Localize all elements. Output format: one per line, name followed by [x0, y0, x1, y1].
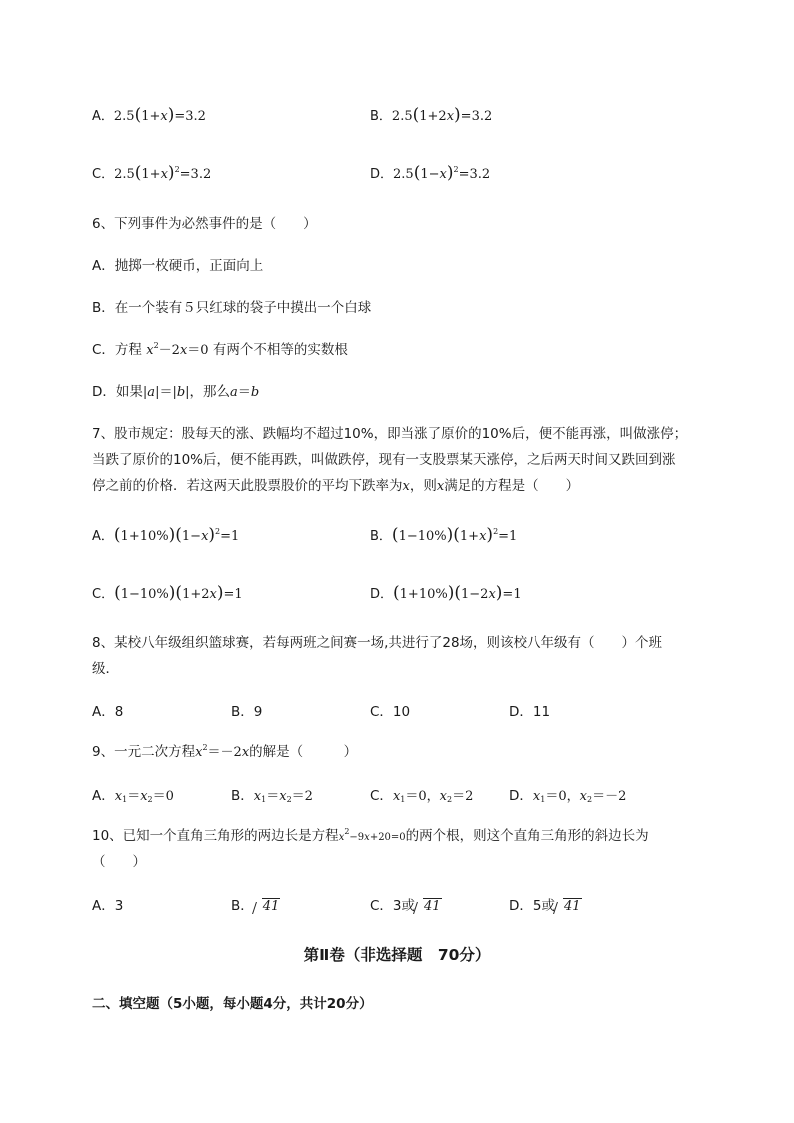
- q7-line-3-b: ，则: [409, 478, 437, 494]
- option-d-mid: ，那么: [189, 384, 231, 400]
- q10-option-c: [370, 900, 442, 914]
- q7-option-c: [92, 583, 243, 603]
- option-expr: $(1-10\%)(1+x)^2=1$: [391, 525, 518, 545]
- option-d-prefix: D．如果: [92, 384, 143, 400]
- q6-option-d: [92, 386, 259, 400]
- q9-stem-a: 9、一元二次方程: [92, 744, 196, 760]
- q10-line-1-a: 10、已知一个直角三角形的两边长是方程: [92, 828, 339, 844]
- option-label: D．: [370, 587, 394, 602]
- option-expr: $2.5(1-x)^2=3.2$: [393, 163, 491, 183]
- part-2-title: 第Ⅱ卷（非选择题 70分）: [303, 946, 491, 964]
- option-expr: $(1+10\%)(1-x)^2=1$: [113, 525, 240, 545]
- q7-option-d: [370, 583, 522, 603]
- q10-option-b: [231, 900, 280, 914]
- option-label: C．: [92, 587, 115, 602]
- variable-x: x: [402, 479, 410, 494]
- q6-option-c: [92, 341, 348, 358]
- option-label: B．: [231, 898, 254, 914]
- q10-option-d: [509, 900, 582, 914]
- option-label: A．: [92, 529, 114, 544]
- option-label: C．: [370, 788, 393, 804]
- option-label: D．5或: [509, 898, 555, 914]
- q7-option-a: [92, 525, 240, 545]
- q8-line-1: 8、某校八年级组织篮球赛，若每两班之间赛一场,共进行了28场，则该校八年级有（ ）个班: [92, 635, 663, 651]
- q8-line-2: 级．: [92, 661, 119, 677]
- q7-line-2: 当跌了原价的10%后，便不能再跌，叫做跌停，现有一支股票某天涨停，之后两天时间又跌回到涨: [92, 452, 676, 468]
- equation: $x^2-2x=0$: [146, 341, 209, 358]
- q8-option-d: D．11: [509, 704, 551, 720]
- q10-option-a: A．3: [92, 898, 124, 914]
- q9-option-c: [370, 790, 473, 804]
- q7-option-b: [370, 525, 518, 545]
- variable-x: x: [436, 479, 445, 494]
- fill-in-section-heading: 二、填空题（5小题，每小题4分，共计20分）: [92, 996, 373, 1012]
- option-expr: $x_1=0$，$x_2=-2$: [532, 789, 627, 804]
- option-label: D．: [509, 788, 533, 804]
- option-expr: $x_1=0$，$x_2=2$: [392, 789, 474, 804]
- sqrt-expr: 41: [555, 900, 582, 913]
- option-c-suffix: 有两个不相等的实数根: [212, 342, 348, 358]
- option-expr: (1+10%)(1−2x)=1: [393, 583, 522, 603]
- q5-option-a: [92, 105, 206, 125]
- q7-line-3: [92, 480, 579, 494]
- option-c-prefix: C．方程: [92, 342, 142, 358]
- equation: $x^2-9x+20=0$: [338, 827, 406, 843]
- q10-line-1-b: 的两个根，则这个直角三角形的斜边长为: [405, 828, 649, 844]
- q9-option-a: [92, 790, 174, 804]
- option-label: B．: [231, 788, 254, 804]
- option-expr: $x_1=x_2=2$: [253, 789, 313, 804]
- q7-line-1: 7、股市规定：股每天的涨、跌幅均不超过10%，即当涨了原价的10%后，便不能再涨，叫做涨停；: [92, 426, 688, 442]
- q5-option-b: [370, 105, 493, 125]
- option-label: A．: [92, 109, 114, 124]
- q7-line-3-a: 停之前的价格．若这两天此股票股价的平均下跌率为: [92, 478, 403, 494]
- sqrt-expr: 41: [254, 900, 281, 913]
- sqrt-expr: 41: [415, 900, 442, 913]
- q6-option-b: B．在一个装有５只红球的袋子中摸出一个白球: [92, 300, 372, 316]
- option-expr: 2.5(1+2x)=3.2: [391, 105, 493, 125]
- q5-option-c: [92, 163, 212, 183]
- option-label: B．: [370, 109, 392, 124]
- option-label: C．3或: [370, 898, 416, 914]
- q9-option-d: [509, 790, 626, 804]
- q9-stem-b: 的解是（ ）: [249, 744, 358, 760]
- option-expr: $2.5(1+x)^2=3.2$: [114, 163, 212, 183]
- q8-option-a: A．8: [92, 704, 124, 720]
- q9-stem: [92, 743, 358, 760]
- option-expr: (1−10%)(1+2x)=1: [114, 583, 243, 603]
- q10-line-1: [92, 827, 649, 844]
- abs-expr: |a|＝|b|: [142, 385, 190, 400]
- conclusion-expr: a＝b: [230, 385, 260, 400]
- option-expr: 2.5(1+x)=3.2: [113, 105, 206, 125]
- option-label: B．: [370, 529, 392, 544]
- option-label: C．: [92, 167, 115, 182]
- option-label: A．: [92, 788, 115, 804]
- option-label: D．: [370, 167, 394, 182]
- option-expr: $x_1=x_2=0$: [114, 789, 174, 804]
- q6-stem: 6、下列事件为必然事件的是（ ）: [92, 216, 317, 232]
- q6-option-a: A．抛掷一枚硬币，正面向上: [92, 258, 264, 274]
- q9-option-b: [231, 790, 313, 804]
- q10-line-2: （ ）: [92, 854, 146, 870]
- q7-line-3-c: 满足的方程是（ ）: [444, 478, 580, 494]
- q5-option-d: [370, 163, 491, 183]
- q8-option-b: B．9: [231, 704, 263, 720]
- equation: $x^2=-2x$: [195, 743, 250, 760]
- q8-option-c: C．10: [370, 704, 411, 720]
